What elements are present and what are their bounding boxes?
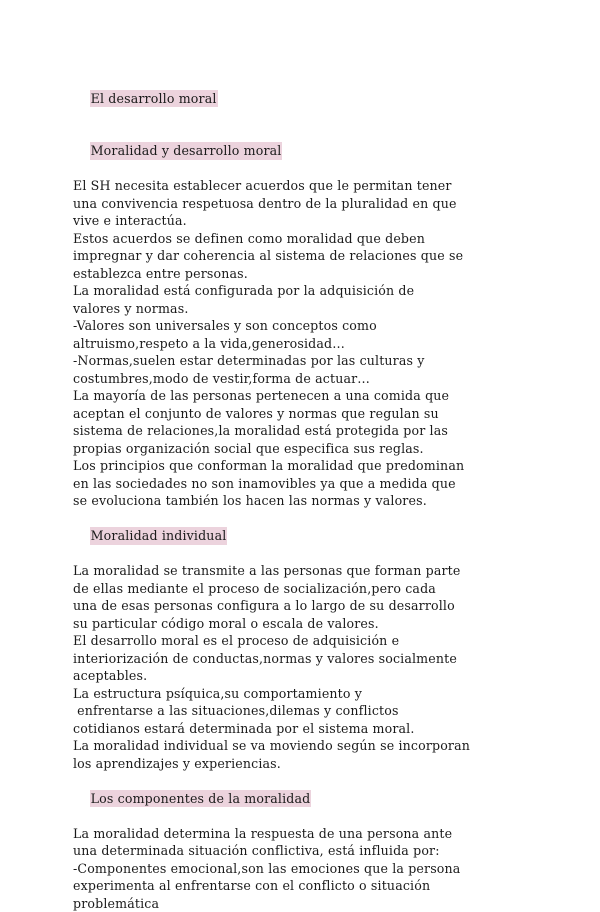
text-line: una determinada situación conflictiva, está influida por: bbox=[73, 842, 533, 860]
text-line: El desarrollo moral es el proceso de adquisición e bbox=[73, 632, 533, 650]
section-heading: Los componentes de la moralidad bbox=[90, 790, 312, 808]
text-line: Los principios que conforman la moralidad que predominan bbox=[73, 457, 533, 475]
text-line: enfrentarse a las situaciones,dilemas y conflictos bbox=[73, 702, 533, 720]
text-line: de ellas mediante el proceso de socialización,pero cada bbox=[73, 580, 533, 598]
text-line: -Componentes emocional,son las emociones que la persona bbox=[73, 860, 533, 878]
section-heading: Moralidad y desarrollo moral bbox=[90, 142, 283, 160]
text-line: los aprendizajes y experiencias. bbox=[73, 755, 533, 773]
text-line: establezca entre personas. bbox=[73, 265, 533, 283]
text-line: se evoluciona también los hacen las normas y valores. bbox=[73, 492, 533, 510]
text-line: El SH necesita establecer acuerdos que le permitan tener bbox=[73, 177, 533, 195]
text-line: aceptables. bbox=[73, 667, 533, 685]
text-line: vive e interactúa. bbox=[73, 212, 533, 230]
text-line: impregnar y dar coherencia al sistema de relaciones que se bbox=[73, 247, 533, 265]
text-line: La moralidad determina la respuesta de una persona ante bbox=[73, 825, 533, 843]
text-line: sistema de relaciones,la moralidad está protegida por las bbox=[73, 422, 533, 440]
text-line: Estos acuerdos se definen como moralidad que deben bbox=[73, 230, 533, 248]
document-page bbox=[73, 72, 533, 912]
text-line: altruismo,respeto a la vida,generosidad… bbox=[73, 335, 533, 353]
document-title: El desarrollo moral bbox=[90, 90, 218, 108]
text-line: costumbres,modo de vestir,forma de actuar… bbox=[73, 370, 533, 388]
text-line: La moralidad se transmite a las personas que forman parte bbox=[73, 562, 533, 580]
text-line: La moralidad está configurada por la adquisición de bbox=[73, 282, 533, 300]
text-line: una convivencia respetuosa dentro de la pluralidad en que bbox=[73, 195, 533, 213]
text-line: interiorización de conductas,normas y valores socialmente bbox=[73, 650, 533, 668]
text-line: valores y normas. bbox=[73, 300, 533, 318]
text-line: aceptan el conjunto de valores y normas que regulan su bbox=[73, 405, 533, 423]
text-line: -Valores son universales y son conceptos como bbox=[73, 317, 533, 335]
text-line: La mayoría de las personas pertenecen a una comida que bbox=[73, 387, 533, 405]
text-line: su particular código moral o escala de valores. bbox=[73, 615, 533, 633]
text-line: -Normas,suelen estar determinadas por las culturas y bbox=[73, 352, 533, 370]
text-line: una de esas personas configura a lo largo de su desarrollo bbox=[73, 597, 533, 615]
section-heading: Moralidad individual bbox=[90, 527, 228, 545]
text-line: propias organización social que especifica sus reglas. bbox=[73, 440, 533, 458]
text-line: en las sociedades no son inamovibles ya que a medida que bbox=[73, 475, 533, 493]
text-line: La estructura psíquica,su comportamiento y bbox=[73, 685, 533, 703]
text-line: cotidianos estará determinada por el sistema moral. bbox=[73, 720, 533, 738]
text-line: La moralidad individual se va moviendo según se incorporan bbox=[73, 737, 533, 755]
text-line: experimenta al enfrentarse con el conflicto o situación bbox=[73, 877, 533, 895]
text-line: problemática bbox=[73, 895, 533, 912]
